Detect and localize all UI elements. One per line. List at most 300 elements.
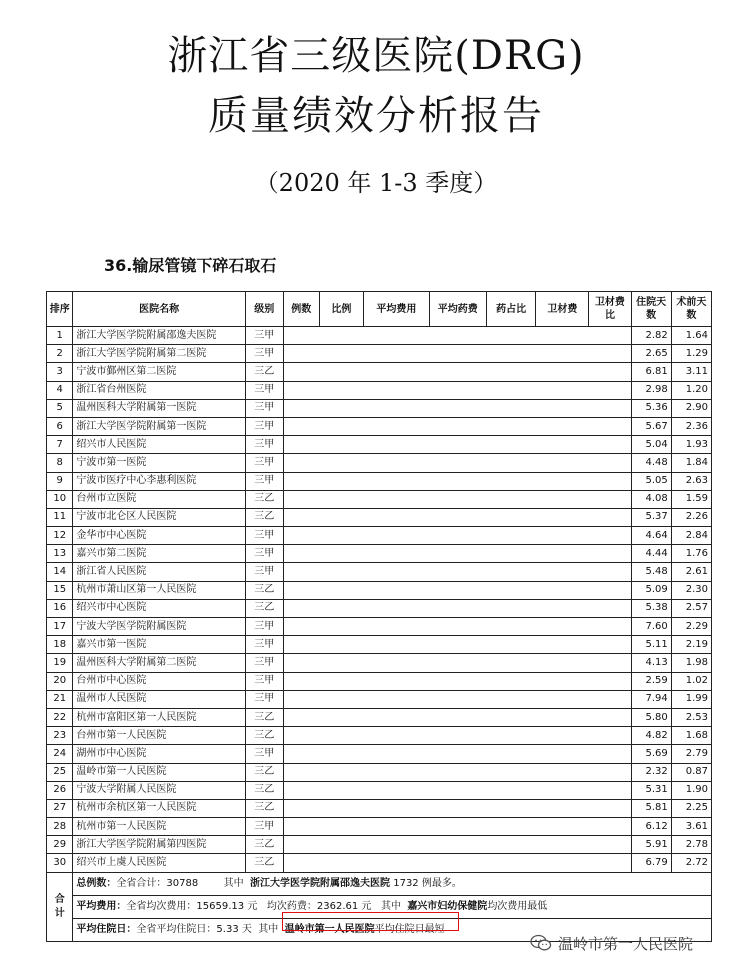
stay-days-cell: 2.59 <box>631 672 671 690</box>
table-row <box>47 727 712 745</box>
header-rank: 排序 <box>47 292 73 327</box>
table-row <box>47 490 712 508</box>
cases-cell <box>283 690 319 708</box>
material-ratio-cell <box>589 799 631 817</box>
table-row <box>47 781 712 799</box>
avg-drug-cell <box>429 563 486 581</box>
drug-ratio-cell <box>486 690 536 708</box>
rank-cell: 30 <box>47 854 73 872</box>
level-cell: 三甲 <box>245 672 283 690</box>
stay-days-cell: 5.11 <box>631 636 671 654</box>
drug-ratio-cell <box>486 708 536 726</box>
table-row <box>47 818 712 836</box>
ratio-cell <box>319 436 363 454</box>
rank-cell: 3 <box>47 363 73 381</box>
table-row <box>47 636 712 654</box>
preop-days-cell: 1.02 <box>671 672 711 690</box>
material-ratio-cell <box>589 727 631 745</box>
drug-ratio-cell <box>486 818 536 836</box>
material-cost-cell <box>536 618 589 636</box>
avg-drug-cell <box>429 799 486 817</box>
header-cases: 例数 <box>283 292 319 327</box>
summary-stay-among: 其中 <box>258 923 279 935</box>
report-title-line1: 浙江省三级医院(DRG) <box>167 33 585 79</box>
preop-days-cell: 2.19 <box>671 636 711 654</box>
drug-ratio-cell <box>486 545 536 563</box>
material-cost-cell <box>536 690 589 708</box>
summary-cost-label: 平均费用： <box>76 900 127 912</box>
avg-cost-cell <box>364 745 430 763</box>
stay-days-cell: 4.82 <box>631 727 671 745</box>
header-material-ratio: 卫材费比 <box>589 292 631 327</box>
avg-drug-cell <box>429 345 486 363</box>
avg-cost-cell <box>364 345 430 363</box>
stay-days-cell: 5.67 <box>631 417 671 435</box>
table-row <box>47 454 712 472</box>
avg-cost-cell <box>364 563 430 581</box>
material-ratio-cell <box>589 636 631 654</box>
rank-cell: 28 <box>47 818 73 836</box>
header-level: 级别 <box>245 292 283 327</box>
avg-cost-cell <box>364 690 430 708</box>
stay-days-cell: 5.04 <box>631 436 671 454</box>
cases-cell <box>283 745 319 763</box>
material-ratio-cell <box>589 818 631 836</box>
avg-cost-cell <box>364 836 430 854</box>
avg-drug-cell <box>429 508 486 526</box>
material-cost-cell <box>536 781 589 799</box>
avg-cost-cell <box>364 708 430 726</box>
material-ratio-cell <box>589 527 631 545</box>
material-ratio-cell <box>589 708 631 726</box>
hospital-name-cell: 宁波市鄞州区第二医院 <box>73 363 245 381</box>
drug-ratio-cell <box>486 345 536 363</box>
rank-cell: 1 <box>47 327 73 345</box>
level-cell: 三乙 <box>245 508 283 526</box>
summary-stay-value: 全省平均住院日：5.33 天 <box>136 923 252 935</box>
table-row <box>47 381 712 399</box>
material-cost-cell <box>536 818 589 836</box>
material-ratio-cell <box>589 672 631 690</box>
table-row <box>47 599 712 617</box>
material-cost-cell <box>536 381 589 399</box>
material-cost-cell <box>536 727 589 745</box>
ratio-cell <box>319 454 363 472</box>
report-subtitle: （2020 年 1-3 季度） <box>254 169 498 197</box>
ratio-cell <box>319 818 363 836</box>
rank-cell: 8 <box>47 454 73 472</box>
header-hospital: 医院名称 <box>73 292 245 327</box>
level-cell: 三甲 <box>245 454 283 472</box>
drug-ratio-cell <box>486 672 536 690</box>
avg-cost-cell <box>364 618 430 636</box>
stay-days-cell: 5.81 <box>631 799 671 817</box>
table-row <box>47 690 712 708</box>
preop-days-cell: 2.57 <box>671 599 711 617</box>
hospital-name-cell: 湖州市中心医院 <box>73 745 245 763</box>
material-cost-cell <box>536 417 589 435</box>
cases-cell <box>283 327 319 345</box>
ratio-cell <box>319 417 363 435</box>
stay-days-cell: 6.81 <box>631 363 671 381</box>
material-ratio-cell <box>589 363 631 381</box>
material-ratio-cell <box>589 508 631 526</box>
drug-ratio-cell <box>486 508 536 526</box>
material-ratio-cell <box>589 781 631 799</box>
summary-stay-label: 平均住院日： <box>76 923 137 935</box>
cases-cell <box>283 818 319 836</box>
cases-cell <box>283 563 319 581</box>
level-cell: 三乙 <box>245 581 283 599</box>
rank-cell: 20 <box>47 672 73 690</box>
cases-cell <box>283 436 319 454</box>
table-row <box>47 399 712 417</box>
cases-cell <box>283 799 319 817</box>
cases-cell <box>283 472 319 490</box>
preop-days-cell: 1.68 <box>671 727 711 745</box>
material-cost-cell <box>536 490 589 508</box>
table-row <box>47 563 712 581</box>
avg-drug-cell <box>429 436 486 454</box>
ratio-cell <box>319 690 363 708</box>
drug-ratio-cell <box>486 563 536 581</box>
stay-days-cell: 5.80 <box>631 708 671 726</box>
level-cell: 三甲 <box>245 436 283 454</box>
cases-cell <box>283 345 319 363</box>
header-avg-drug: 平均药费 <box>429 292 486 327</box>
ratio-cell <box>319 508 363 526</box>
drug-ratio-cell <box>486 781 536 799</box>
level-cell: 三乙 <box>245 727 283 745</box>
avg-cost-cell <box>364 327 430 345</box>
material-cost-cell <box>536 599 589 617</box>
preop-days-cell: 1.98 <box>671 654 711 672</box>
hospital-name-cell: 杭州市富阳区第一人民医院 <box>73 708 245 726</box>
stay-days-cell: 5.69 <box>631 745 671 763</box>
avg-cost-cell <box>364 399 430 417</box>
avg-drug-cell <box>429 399 486 417</box>
material-cost-cell <box>536 581 589 599</box>
preop-days-cell: 1.59 <box>671 490 711 508</box>
drug-ratio-cell <box>486 654 536 672</box>
ratio-cell <box>319 363 363 381</box>
summary-total-value: 全省合计：30788 <box>116 877 199 889</box>
level-cell: 三乙 <box>245 708 283 726</box>
hospital-name-cell: 金华市中心医院 <box>73 527 245 545</box>
hospital-name-cell: 台州市立医院 <box>73 490 245 508</box>
ratio-cell <box>319 399 363 417</box>
stay-days-cell: 5.37 <box>631 508 671 526</box>
stay-days-cell: 5.05 <box>631 472 671 490</box>
summary-cost-value: 全省均次费用：15659.13 元 <box>126 900 258 912</box>
cases-cell <box>283 399 319 417</box>
ratio-cell <box>319 581 363 599</box>
table-row <box>47 327 712 345</box>
cases-cell <box>283 508 319 526</box>
ratio-cell <box>319 727 363 745</box>
hospital-name-cell: 浙江省人民医院 <box>73 563 245 581</box>
hospital-name-cell: 浙江省台州医院 <box>73 381 245 399</box>
summary-cost-among: 其中 <box>380 900 401 912</box>
hospital-name-cell: 宁波市北仑区人民医院 <box>73 508 245 526</box>
material-ratio-cell <box>589 381 631 399</box>
stay-days-cell: 4.13 <box>631 654 671 672</box>
avg-drug-cell <box>429 836 486 854</box>
highlight-box <box>282 912 459 931</box>
header-stay-days: 住院天数 <box>631 292 671 327</box>
level-cell: 三甲 <box>245 745 283 763</box>
table-row <box>47 745 712 763</box>
material-ratio-cell <box>589 836 631 854</box>
hospital-name-cell: 杭州市余杭区第一人民医院 <box>73 799 245 817</box>
avg-cost-cell <box>364 545 430 563</box>
stay-days-cell: 7.60 <box>631 618 671 636</box>
level-cell: 三甲 <box>245 690 283 708</box>
avg-cost-cell <box>364 581 430 599</box>
material-ratio-cell <box>589 472 631 490</box>
rank-cell: 5 <box>47 399 73 417</box>
avg-drug-cell <box>429 363 486 381</box>
avg-drug-cell <box>429 818 486 836</box>
material-cost-cell <box>536 654 589 672</box>
material-ratio-cell <box>589 563 631 581</box>
ratio-cell <box>319 327 363 345</box>
avg-drug-cell <box>429 708 486 726</box>
material-cost-cell <box>536 836 589 854</box>
table-row <box>47 345 712 363</box>
watermark-text: 温岭市第一人民医院 <box>558 934 694 953</box>
preop-days-cell: 2.61 <box>671 563 711 581</box>
level-cell: 三乙 <box>245 781 283 799</box>
material-cost-cell <box>536 363 589 381</box>
drug-ratio-cell <box>486 727 536 745</box>
rank-cell: 22 <box>47 708 73 726</box>
stay-days-cell: 5.09 <box>631 581 671 599</box>
rank-cell: 13 <box>47 545 73 563</box>
header-drug-ratio: 药占比 <box>486 292 536 327</box>
level-cell: 三甲 <box>245 563 283 581</box>
rank-cell: 15 <box>47 581 73 599</box>
rank-cell: 10 <box>47 490 73 508</box>
level-cell: 三乙 <box>245 799 283 817</box>
avg-cost-cell <box>364 436 430 454</box>
section-title: 36.输尿管镜下碎石取石 <box>104 256 277 275</box>
rank-cell: 16 <box>47 599 73 617</box>
hospital-name-cell: 宁波市第一医院 <box>73 454 245 472</box>
avg-cost-cell <box>364 454 430 472</box>
material-ratio-cell <box>589 690 631 708</box>
hospital-name-cell: 温州医科大学附属第一医院 <box>73 399 245 417</box>
avg-cost-cell <box>364 763 430 781</box>
rank-cell: 2 <box>47 345 73 363</box>
material-ratio-cell <box>589 399 631 417</box>
material-ratio-cell <box>589 654 631 672</box>
drug-ratio-cell <box>486 381 536 399</box>
avg-cost-cell <box>364 672 430 690</box>
cases-cell <box>283 654 319 672</box>
material-ratio-cell <box>589 854 631 872</box>
rank-cell: 4 <box>47 381 73 399</box>
avg-cost-cell <box>364 799 430 817</box>
table-row <box>47 799 712 817</box>
ratio-cell <box>319 472 363 490</box>
material-cost-cell <box>536 472 589 490</box>
hospital-name-cell: 浙江大学医学院附属第一医院 <box>73 417 245 435</box>
cases-cell <box>283 490 319 508</box>
table-row <box>47 545 712 563</box>
level-cell: 三甲 <box>245 818 283 836</box>
preop-days-cell: 2.29 <box>671 618 711 636</box>
hospital-name-cell: 宁波大学附属人民医院 <box>73 781 245 799</box>
stay-days-cell: 2.32 <box>631 763 671 781</box>
rank-cell: 7 <box>47 436 73 454</box>
summary-cost-hospital: 嘉兴市妇幼保健院 <box>407 900 488 912</box>
material-cost-cell <box>536 799 589 817</box>
avg-cost-cell <box>364 727 430 745</box>
avg-drug-cell <box>429 527 486 545</box>
drug-ratio-cell <box>486 636 536 654</box>
hospital-name-cell: 浙江大学医学院附属第二医院 <box>73 345 245 363</box>
avg-drug-cell <box>429 636 486 654</box>
ratio-cell <box>319 763 363 781</box>
preop-days-cell: 1.64 <box>671 327 711 345</box>
material-ratio-cell <box>589 581 631 599</box>
ratio-cell <box>319 836 363 854</box>
material-ratio-cell <box>589 417 631 435</box>
avg-drug-cell <box>429 381 486 399</box>
drug-ratio-cell <box>486 327 536 345</box>
level-cell: 三甲 <box>245 654 283 672</box>
table-row <box>47 508 712 526</box>
table-row <box>47 654 712 672</box>
cases-cell <box>283 781 319 799</box>
hospital-name-cell: 嘉兴市第二医院 <box>73 545 245 563</box>
ratio-cell <box>319 563 363 581</box>
level-cell: 三乙 <box>245 836 283 854</box>
level-cell: 三乙 <box>245 854 283 872</box>
preop-days-cell: 2.72 <box>671 854 711 872</box>
cases-cell <box>283 599 319 617</box>
avg-drug-cell <box>429 545 486 563</box>
cases-cell <box>283 381 319 399</box>
drug-ratio-cell <box>486 618 536 636</box>
summary-total-among: 其中 <box>223 877 244 889</box>
rank-cell: 29 <box>47 836 73 854</box>
level-cell: 三甲 <box>245 618 283 636</box>
ratio-cell <box>319 381 363 399</box>
avg-drug-cell <box>429 490 486 508</box>
avg-drug-cell <box>429 745 486 763</box>
ratio-cell <box>319 345 363 363</box>
stay-days-cell: 6.12 <box>631 818 671 836</box>
ratio-cell <box>319 672 363 690</box>
hospital-name-cell: 杭州市第一人民医院 <box>73 818 245 836</box>
preop-days-cell: 1.76 <box>671 545 711 563</box>
summary-total-note: 1732 例最多。 <box>393 877 462 889</box>
level-cell: 三甲 <box>245 636 283 654</box>
wechat-icon <box>530 934 552 952</box>
avg-drug-cell <box>429 581 486 599</box>
material-ratio-cell <box>589 490 631 508</box>
cases-cell <box>283 708 319 726</box>
stay-days-cell: 2.82 <box>631 327 671 345</box>
avg-cost-cell <box>364 781 430 799</box>
hospital-name-cell: 绍兴市人民医院 <box>73 436 245 454</box>
cases-cell <box>283 363 319 381</box>
rank-cell: 12 <box>47 527 73 545</box>
avg-drug-cell <box>429 599 486 617</box>
material-ratio-cell <box>589 327 631 345</box>
summary-total-cases <box>73 872 712 895</box>
avg-drug-cell <box>429 327 486 345</box>
rank-cell: 23 <box>47 727 73 745</box>
level-cell: 三甲 <box>245 327 283 345</box>
ratio-cell <box>319 708 363 726</box>
hospital-name-cell: 嘉兴市第一医院 <box>73 636 245 654</box>
rank-cell: 27 <box>47 799 73 817</box>
ratio-cell <box>319 599 363 617</box>
table-row <box>47 763 712 781</box>
ratio-cell <box>319 545 363 563</box>
ratio-cell <box>319 527 363 545</box>
avg-cost-cell <box>364 654 430 672</box>
rank-cell: 18 <box>47 636 73 654</box>
hospital-name-cell: 浙江大学医学院附属邵逸夫医院 <box>73 327 245 345</box>
level-cell: 三甲 <box>245 399 283 417</box>
ratio-cell <box>319 490 363 508</box>
header-ratio: 比例 <box>319 292 363 327</box>
cases-cell <box>283 545 319 563</box>
level-cell: 三乙 <box>245 490 283 508</box>
header-avg-cost: 平均费用 <box>364 292 430 327</box>
table-row <box>47 472 712 490</box>
rank-cell: 14 <box>47 563 73 581</box>
avg-drug-cell <box>429 472 486 490</box>
ratio-cell <box>319 745 363 763</box>
table-row <box>47 527 712 545</box>
material-cost-cell <box>536 563 589 581</box>
cases-cell <box>283 636 319 654</box>
avg-cost-cell <box>364 599 430 617</box>
ratio-cell <box>319 854 363 872</box>
material-cost-cell <box>536 436 589 454</box>
hospital-name-cell: 绍兴市中心医院 <box>73 599 245 617</box>
table-row <box>47 618 712 636</box>
report-title-line2: 质量绩效分析报告 <box>208 93 544 139</box>
hospital-name-cell: 绍兴市上虞人民医院 <box>73 854 245 872</box>
material-cost-cell <box>536 708 589 726</box>
drug-ratio-cell <box>486 454 536 472</box>
table-row <box>47 672 712 690</box>
avg-cost-cell <box>364 472 430 490</box>
drug-ratio-cell <box>486 599 536 617</box>
level-cell: 三乙 <box>245 363 283 381</box>
avg-drug-cell <box>429 454 486 472</box>
avg-drug-cell <box>429 417 486 435</box>
header-material-cost: 卫材费 <box>536 292 589 327</box>
header-preop-days: 术前天数 <box>671 292 711 327</box>
preop-days-cell: 2.53 <box>671 708 711 726</box>
table-row <box>47 436 712 454</box>
level-cell: 三甲 <box>245 545 283 563</box>
material-ratio-cell <box>589 545 631 563</box>
summary-total-hospital: 浙江大学医学院附属邵逸夫医院 <box>250 877 391 889</box>
material-cost-cell <box>536 508 589 526</box>
material-cost-cell <box>536 672 589 690</box>
hospital-name-cell: 宁波市医疗中心李惠利医院 <box>73 472 245 490</box>
drug-ratio-cell <box>486 363 536 381</box>
preop-days-cell: 2.36 <box>671 417 711 435</box>
